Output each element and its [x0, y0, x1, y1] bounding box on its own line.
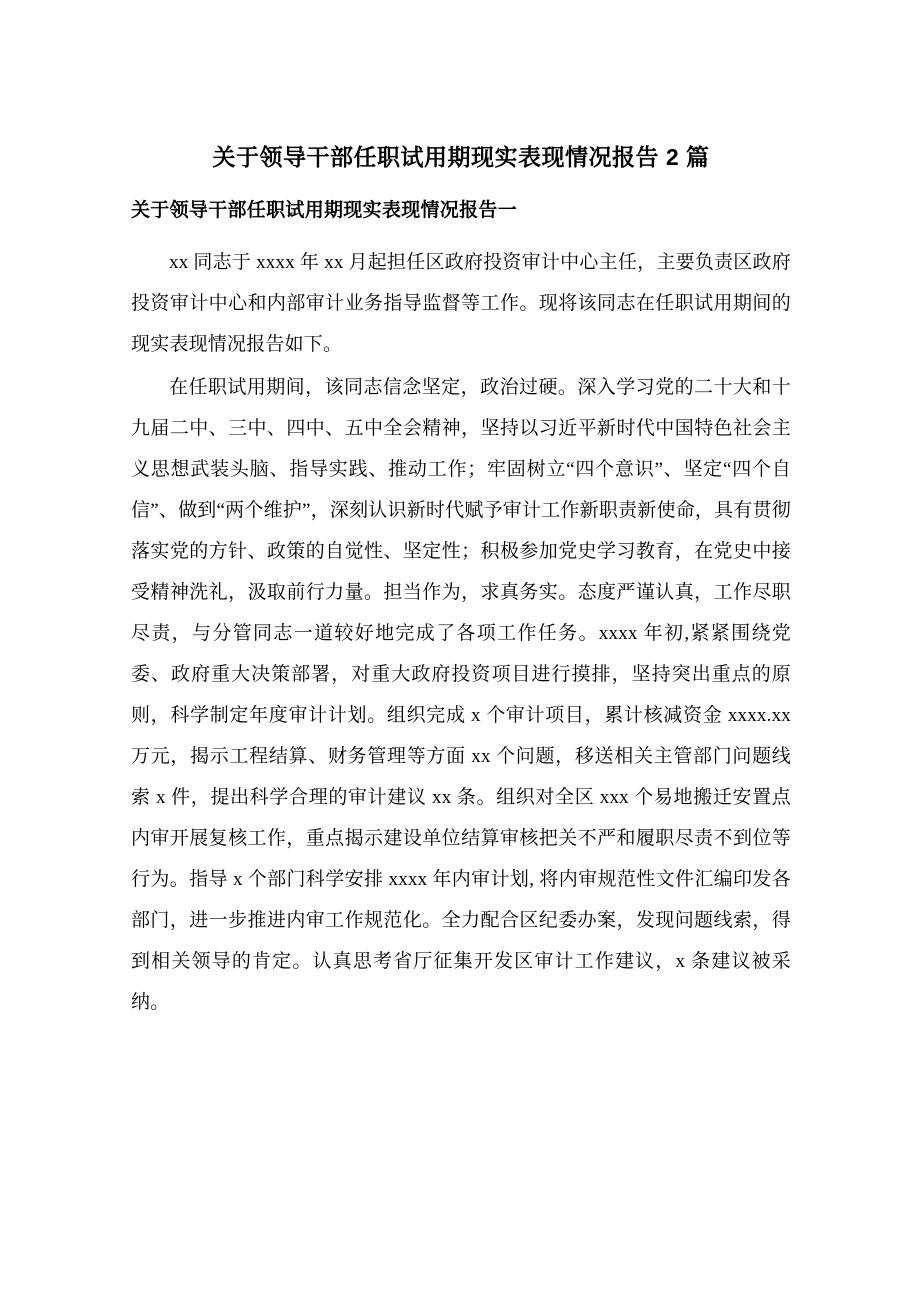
page-title: 关于领导干部任职试用期现实表现情况报告 2 篇: [212, 144, 710, 170]
paragraph-2: 在任职试用期间，该同志信念坚定，政治过硬。深入学习党的二十大和十九届二中、三中、四中、五中全会精神，坚持以习近平新时代中国特色社会主义思想武装头脑、指导实践、推动工作；牢固树立“四个意识”、坚定“四个自信”、做到“两个维护”，深刻认识新时代赋予审计工作新职责新使命，具有贯彻落实党的方针、政策的自觉性、坚定性；积极参加党史学习教育，在党史中接受精神洗礼，汲取前行力量。担当作为，求真务实。态度严谨认真，工作尽职尽责，与分管同志一道较好地完成了各项工作任务。xxxx 年初,紧紧围绕党委、政府重大决策部署，对重大政府投资项目进行摸排，坚持突出重点的原则，科学制定年度审计计划。组织完成 x 个审计项目，累计核减资金 xxxx.xx 万元，揭示工程结算、财务管理等方面 xx 个问题，移送相关主管部门问题线索 x 件，提出科学合理的审计建议 xx 条。组织对全区 xxx 个易地搬迁安置点内审开展复核工作，重点揭示建设单位结算审核把关不严和履职尽责不到位等行为。指导 x 个部门科学安排 xxxx 年内审计划, 将内审规范性文件汇编印发各部门，进一步推进内审工作规范化。全力配合区纪委办案，发现问题线索，得到相关领导的肯定。认真思考省厅征集开发区审计工作建议，x 条建议被采纳。: [131, 377, 791, 1013]
section-heading: 关于领导干部任职试用期现实表现情况报告一: [131, 200, 518, 221]
document-body: [131, 140, 791, 1023]
paragraph-1: xx 同志于 xxxx 年 xx 月起担任区政府投资审计中心主任，主要负责区政府投资审计中心和内部审计业务指导监督等工作。现将该同志在任职试用期间的现实表现情况报告如下。: [131, 252, 791, 355]
